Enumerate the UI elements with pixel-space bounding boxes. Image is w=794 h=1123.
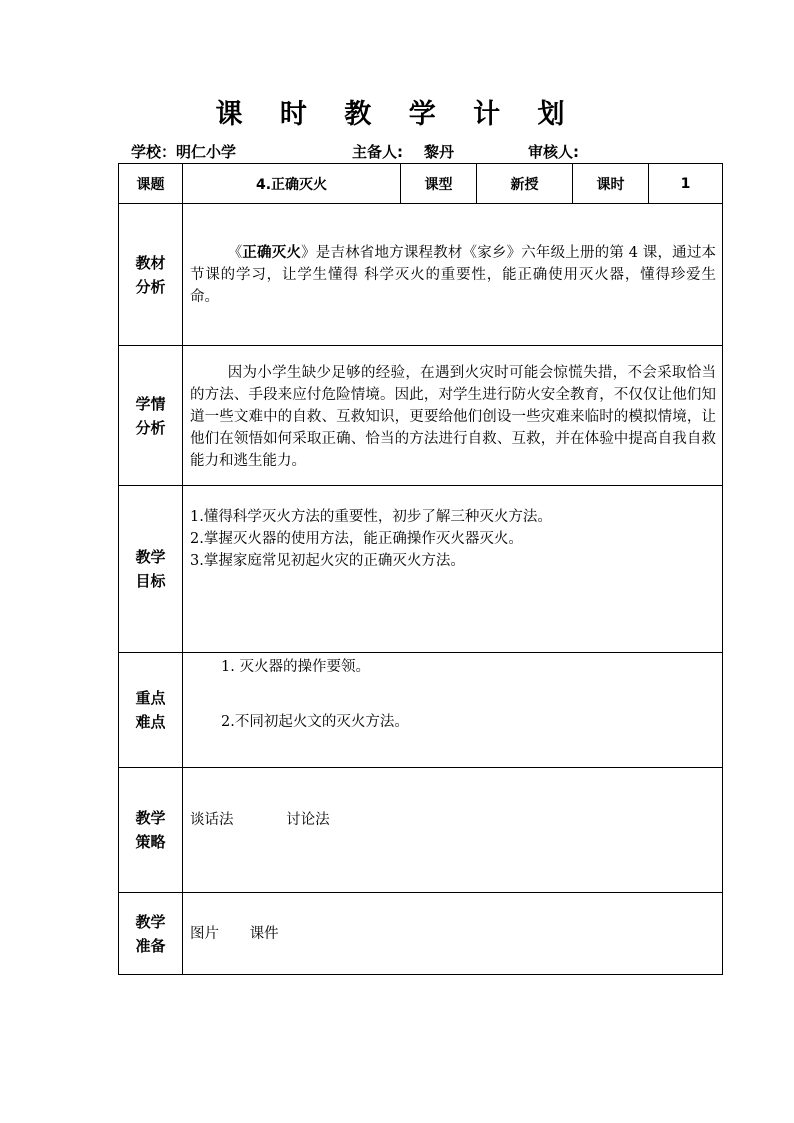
goal-item: 3.掌握家庭常见初起火灾的正确灭火方法。: [190, 553, 465, 569]
strategy-label: 教学 策略: [119, 768, 183, 893]
material-label: 教材 分析: [119, 204, 183, 346]
key-points-content: [183, 653, 723, 768]
preparer-name: 黎丹: [424, 143, 455, 161]
hours-value: 1: [649, 164, 723, 204]
key-points-label: 重点 难点: [119, 653, 183, 768]
key-point-item: 1. 灭火器的操作要领。: [221, 659, 370, 675]
header-row: [119, 164, 723, 204]
page-title: 课 时 教 学 计 划: [215, 99, 579, 130]
students-paragraph: 因为小学生缺少足够的经验，在遇到火灾时可能会惊慌失措，不会采取恰当的方法、手段来应付危险情境。因此，对学生进行防火安全教育，不仅仅让他们知道一些文难中的自救、互救知识，更要给他们创设一些灾难来临时的模拟情境，让他们在领悟如何采取正确、恰当的方法进行自救、互救，并在体验中提高自我自救能力和逃生能力。: [190, 365, 716, 469]
goals-label: 教学 目标: [119, 486, 183, 653]
material-row: [119, 204, 723, 346]
key-point-item: 2.不同初起火文的灭火方法。: [221, 714, 409, 730]
preparation-item: 课件: [249, 926, 279, 942]
material-content: [183, 204, 723, 346]
type-label: 课型: [401, 164, 477, 204]
topic-label: 课题: [119, 164, 183, 204]
key-points-row: [119, 653, 723, 768]
hours-label: 课时: [573, 164, 649, 204]
topic-value: 4.正确灭火: [183, 164, 401, 204]
preparation-item: 图片: [190, 926, 219, 942]
students-row: [119, 346, 723, 486]
preparer-label: 主备人:: [352, 143, 403, 161]
students-label: 学情 分析: [119, 346, 183, 486]
material-paragraph: 《正确灭火》是吉林省地方课程教材《家乡》六年级上册的第 4 课，通过本节课的学习，让学生懂得 科学灭火的重要性，能正确使用灭火器，懂得珍爱生命。: [190, 244, 717, 305]
strategy-item: 谈话法: [190, 812, 234, 828]
strategy-row: [119, 768, 723, 893]
goals-content: [183, 486, 723, 653]
school-label: 学校：明仁小学: [131, 143, 237, 161]
preparation-label: 教学 准备: [119, 893, 183, 975]
goal-item: 1.懂得科学灭火方法的重要性，初步了解三种灭火方法。: [190, 509, 552, 525]
preparation-content: [183, 893, 723, 975]
type-value: 新授: [477, 164, 573, 204]
goal-item: 2.掌握灭火器的使用方法，能正确操作灭火器灭火。: [190, 531, 523, 547]
students-content: [183, 346, 723, 486]
lesson-plan-table: [118, 163, 723, 975]
strategy-content: [183, 768, 723, 893]
preparation-row: [119, 893, 723, 975]
reviewer-label: 审核人:: [528, 143, 579, 161]
strategy-item: 讨论法: [286, 812, 330, 828]
goals-row: [119, 486, 723, 653]
